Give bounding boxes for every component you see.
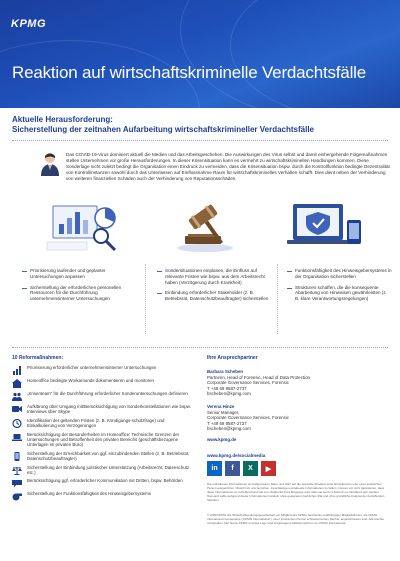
list-item: Identifikation der geltenden Fristen (z. B. Kündigungs-schutzfrage) und Einkalkulierung von Verzögerungen xyxy=(12,418,192,429)
page-title: Reaktion auf wirtschaftskriminelle Verdachtsfälle xyxy=(12,63,366,82)
list-item: Berücksichtigung ggf. erforderlicher Kommunikation mit Dritten, bspw. Behörden xyxy=(12,478,192,488)
contacts-block xyxy=(207,362,392,443)
intro-paragraph: Das COVID-19-Virus dominiert aktuell die Medien und das Arbeitsgeschehen. Die Auswirkungen des Virus selbst und damit einhergehende Folgemaßnahmen stellen Unternehmen vor große Herausforderungen. In dieser Krisensituation kann es vermehrt zu wirtschaftskriminellen Handlungen kommen. Diese Sonderlage nicht zuletzt bedingt die Organisation einen Eindruck zu vermeiden, dass die Krisensituation bspw. durch die Kontrollfunktion bedingte Dezentralität von Kontrollinstanzen sowohl durch das Unterlassen auf Einflussnahme Raum für wirtschaftskriminelles Verhalten schafft. Dies dient neben der Verhinderung von weiteren finanziellen Schäden auch der Verhinderung von Reputationsschäden. xyxy=(66,152,390,181)
divider xyxy=(12,140,388,141)
contact-email[interactable]: bscheben@kpmg.com xyxy=(207,426,251,432)
scales-icon xyxy=(12,466,22,475)
social-icons xyxy=(207,461,279,476)
heading-line-2: Sicherstellung der zeitnahen Aufarbeitung wirtschaftskrimineller Verdachtsfälle xyxy=(12,125,315,134)
hero-banner xyxy=(0,0,400,108)
column-2 xyxy=(157,268,269,307)
measures-title: 10 Reformaßnahmen: xyxy=(12,355,64,361)
home-icon xyxy=(12,379,22,388)
xing-icon[interactable]: X xyxy=(243,461,258,476)
measures-list xyxy=(12,365,192,504)
gavel-icon xyxy=(170,198,240,254)
section-heading xyxy=(12,115,392,135)
contact-role: Partnerin, Head of Forensic, Head of Data Protection xyxy=(207,374,310,380)
facebook-icon[interactable]: f xyxy=(225,461,240,476)
person-icon xyxy=(40,152,60,176)
analytics-icon xyxy=(45,198,135,254)
kpmg-logo: KPMG xyxy=(11,18,46,30)
contact-org: Corporate Governance Services, Forensic xyxy=(207,380,289,386)
column-divider xyxy=(145,264,146,334)
youtube-icon[interactable]: ▶ xyxy=(261,461,276,476)
list-item: Berücksichtigung der Besonderheiten im Homeoffice: Technische Grenzen der Untersuchungen und Betroffenheit des privaten Bereichs (geschäftsbezogene Unterlagen im privaten Büro) xyxy=(12,432,192,448)
column-divider xyxy=(277,264,278,334)
column-bullet: Sondersituationen einplanen, die Einfluss auf relevante Fristen wie bspw. aus dem Arbeitsrecht haben (Verzögerung durch Krankheit) xyxy=(157,268,269,285)
column-1 xyxy=(22,268,134,307)
divider xyxy=(12,347,388,348)
laptop-icon xyxy=(12,433,22,442)
chat-icon xyxy=(12,479,22,488)
list-item: Sicherstellung der Einbindung juristischer Unterstützung (Arbeitsrecht, Datenschutz etc.) xyxy=(12,465,192,476)
website-link[interactable]: www.kpmg.de xyxy=(207,436,237,442)
list-item: Sicherstellung der Erreichbarkeit von ggf. einzubindenden Stellen (z. B. Betriebsrat, Datenschutzbeauftragter) xyxy=(12,451,192,462)
list-item: Aufklärung über Umgang mit/Berücksichtigung von Sonderkonstellationen wie bspw. Interviews über Skype xyxy=(12,404,192,415)
video-call-icon xyxy=(12,405,22,414)
column-bullet: Funktionsfähigkeit des Hinweisgebersystems in der Organisation sicherstellen xyxy=(287,268,392,280)
contact-phone[interactable]: T +49 69 9587-2737 xyxy=(207,420,247,426)
list-item: „Krisenteam“ für die Durchführung erforderlicher Sonderuntersuchungen definieren xyxy=(12,391,192,401)
contact-org: Corporate Governance Services, Forensic xyxy=(207,415,289,421)
contact-phone[interactable]: T +49 69 9587-2737 xyxy=(207,385,247,391)
list-item: Sicherstellung der Funktionsfähigkeit des Hinweisgebersystems xyxy=(12,491,192,501)
security-shield-icon xyxy=(285,198,365,254)
column-3 xyxy=(287,268,392,307)
contact-name: Verena Hinze xyxy=(207,403,235,409)
contacts-title: Ihre Ansprechpartner xyxy=(207,355,258,361)
contact-email[interactable]: bscheben@kpmg.com xyxy=(207,391,251,397)
contact-name: Barbara Scheben xyxy=(207,369,244,374)
social-media-link[interactable]: www.kpmg.de/socialmedia xyxy=(207,453,266,458)
contact-role: Senior Manager, xyxy=(207,409,240,415)
phone-icon xyxy=(12,452,22,461)
priority-icon xyxy=(12,366,22,375)
copyright-text: © 2020 KPMG AG Wirtschaftsprüfungsgesellschaft, ein Mitglied des KPMG-Netzwerks unabhängiger Mitgliedsfirmen, die KPMG International Cooperative („KPMG International“), einer juristischen Person schweizerischen Rechts, angeschlossen sind. Alle Rechte vorbehalten. Der Name KPMG und das Logo sind eingetragene Markenzeichen von KPMG International. xyxy=(207,513,384,525)
linkedin-icon[interactable]: in xyxy=(207,461,222,476)
disclaimer-text: Die enthaltenen Informationen sind allgemeiner Natur und nicht auf die spezielle Situation einer Einzelperson oder einer juristischen Person ausgerichtet. Obwohl wir uns bemühen, zuverlässige und aktuelle Informationen zu liefern, können wir nicht garantieren, dass diese Informationen so zutreffend sind wie zum Zeitpunkt ihres Eingangs oder dass sie auch in Zukunft so zutreffend sein werden. Niemand sollte aufgrund dieser Informationen handeln ohne geeigneten fachlichen Rat und ohne gründliche Analyse der betreffenden Situation. xyxy=(207,482,385,502)
column-bullet: Priorisierung laufender und geplanter Untersuchungen anpassen xyxy=(22,268,134,280)
team-icon xyxy=(12,392,22,401)
clock-icon xyxy=(12,419,22,428)
column-bullet: Sicherstellung der erforderlichen personellen Ressourcen für die Durchführung unternehmensinterner Untersuchungen xyxy=(22,285,134,302)
list-item: Homeoffice bedingte Workarounds dokumentieren und monitoren xyxy=(12,378,192,388)
list-item: Priorisierung erforderlicher unternehmensinterner Untersuchungen xyxy=(12,365,192,375)
column-bullet: Strukturen schaffen, die die konsequente Abarbeitung von Hinweisen gewährleisten (z. B. klare Verantwortungsregelungen) xyxy=(287,285,392,302)
heading-line-1: Aktuelle Herausforderung: xyxy=(12,115,113,124)
column-bullet: Einbindung erforderlicher Stakeholder (z. B. Betriebsrat, Datenschutzbeauftragter) sicherstellen xyxy=(157,290,269,302)
whistle-icon xyxy=(12,492,22,501)
